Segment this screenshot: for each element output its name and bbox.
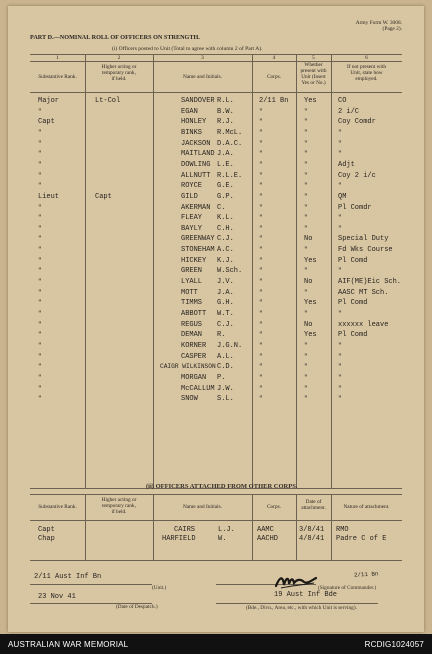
whether-present-cell: Yes	[304, 331, 317, 340]
rank-cell: Lieut	[38, 192, 60, 201]
attached-rank-2: Chap	[38, 535, 55, 543]
commander-signature	[275, 573, 317, 591]
attached-initials-2: W.	[218, 535, 227, 543]
status-cell: Special Duty	[338, 235, 389, 244]
attached-name-2: HARFIELD	[162, 535, 196, 543]
rank-cell: "	[38, 341, 42, 349]
rank-cell: "	[38, 150, 42, 158]
brigade-label: (Bde., Divn., Area, etc., with which Unit is serving).	[246, 605, 357, 611]
initials-cell: G.E.	[217, 182, 234, 191]
corps-cell: "	[259, 373, 263, 381]
signature-label: (Signature of Commander.)	[318, 585, 377, 591]
initials-cell: W.T.	[217, 310, 234, 318]
whether-present-cell: "	[304, 171, 308, 179]
status-cell: AASC MT Sch.	[338, 288, 389, 297]
rank-cell: "	[38, 214, 42, 222]
name-cell: HONLEY	[181, 118, 207, 127]
rank-cell: "	[38, 299, 42, 307]
rank-cell: "	[38, 171, 42, 179]
status-cell: Adjt	[338, 160, 355, 169]
attached-header-nature: Nature of attachment.	[343, 504, 390, 510]
rank-cell: "	[38, 331, 42, 339]
attached-header-corps: Corps.	[267, 504, 281, 510]
whether-present-cell: "	[304, 352, 308, 360]
corps-cell: "	[259, 192, 263, 200]
name-cell: McCALLUM	[181, 384, 215, 393]
whether-present-cell: "	[304, 203, 308, 211]
whether-present-cell: "	[304, 288, 308, 296]
rank-cell: "	[38, 310, 42, 317]
attached-corps-1: AAMC	[257, 526, 274, 534]
corps-cell: "	[259, 320, 263, 328]
rank-cell: Major	[38, 97, 60, 105]
status-cell: 2 i/C	[338, 107, 360, 116]
whether-present-cell: "	[304, 139, 308, 147]
status-cell: "	[338, 182, 342, 190]
whether-present-cell: "	[304, 246, 308, 254]
corps-cell: "	[259, 246, 263, 254]
right-bn-note: 2/11 Bn	[353, 570, 379, 579]
corps-cell: "	[259, 331, 263, 339]
initials-cell: K.L.	[217, 214, 234, 223]
initials-cell: B.W.	[217, 107, 234, 116]
name-cell: ABBOTT	[181, 310, 207, 318]
form-reference	[356, 20, 402, 33]
corps-cell: "	[259, 118, 263, 126]
rank-cell: "	[38, 373, 42, 381]
attached-header-rank: Substantive Rank.	[38, 504, 77, 510]
rank-cell: "	[38, 139, 42, 147]
status-cell: "	[338, 341, 342, 349]
name-cell: CASPER	[181, 352, 207, 361]
status-cell: Coy 2 i/c	[338, 171, 376, 180]
name-cell: TIMMS	[181, 299, 203, 308]
archive-name: AUSTRALIAN WAR MEMORIAL	[8, 640, 129, 649]
initials-cell: R.McL.	[217, 128, 243, 137]
name-cell: EGAN	[181, 107, 198, 116]
whether-present-cell: Yes	[304, 256, 317, 265]
whether-present-cell: "	[304, 267, 308, 275]
rank-cell: "	[38, 288, 42, 296]
rank-cell: "	[38, 267, 42, 275]
corps-cell: "	[259, 128, 263, 136]
corps-cell: "	[259, 139, 263, 147]
attached-header-date: Date of attachment.	[301, 499, 326, 511]
name-cell: DOWLING	[181, 160, 211, 169]
archive-footer	[0, 634, 432, 654]
acting-rank-cell: Capt	[95, 192, 112, 201]
rank-cell: "	[38, 363, 42, 371]
status-cell: Pl Comd	[338, 299, 368, 308]
status-cell: "	[338, 267, 342, 275]
initials-cell: K.J.	[217, 256, 234, 265]
attached-header-acting: Higher acting or temporary rank, if held.	[101, 497, 137, 515]
rank-cell: "	[38, 182, 42, 190]
initials-cell: S.L.	[217, 395, 234, 404]
attached-date-1: 3/8/41	[299, 526, 325, 534]
despatch-label: (Date of Despatch.)	[116, 604, 158, 610]
part-d-subtitle: (i) Officers posted to Unit (Total to agree with column 2 of Part A).	[112, 46, 263, 52]
status-cell: QM	[338, 192, 347, 201]
corps-cell: "	[259, 107, 263, 115]
name-cell: CAIGR WILKINSON	[160, 363, 216, 371]
initials-cell: R.	[217, 331, 226, 340]
unit-name: 2/11 Aust Inf Bn	[34, 573, 102, 581]
initials-cell: C.D.	[217, 363, 234, 372]
whether-present-cell: No	[304, 320, 313, 329]
corps-cell: "	[259, 278, 263, 286]
header-whether-present: Whether present with Unit (Insert Yes or No.)	[300, 62, 327, 86]
attached-name-1: CAIRS	[174, 526, 196, 534]
attached-initials-1: L.J.	[218, 526, 235, 534]
whether-present-cell: "	[304, 160, 308, 168]
whether-present-cell: "	[304, 310, 308, 317]
corps-cell: "	[259, 352, 263, 360]
name-cell: MOTT	[181, 288, 198, 297]
unit-label: (Unit.)	[152, 585, 167, 591]
corps-cell: "	[259, 395, 263, 403]
corps-cell: "	[259, 214, 263, 222]
attached-nature-1: RMO	[336, 526, 349, 534]
status-cell: Fd Wks Course	[338, 246, 393, 255]
corps-cell: "	[259, 224, 263, 232]
acting-rank-cell: Lt-Col	[95, 97, 121, 105]
whether-present-cell: "	[304, 128, 308, 136]
header-corps: Corps.	[267, 74, 281, 80]
name-cell: LYALL	[181, 278, 203, 287]
rank-cell: "	[38, 256, 42, 264]
initials-cell: R.J.	[217, 118, 234, 127]
initials-cell: W.Sch.	[217, 267, 243, 276]
initials-cell: P.	[217, 373, 226, 382]
name-cell: AKERMAN	[181, 203, 211, 212]
attached-date-2: 4/8/41	[299, 535, 325, 543]
status-cell: "	[338, 363, 342, 371]
record-id: RCDIG1024057	[364, 640, 424, 649]
initials-cell: C.H.	[217, 224, 234, 233]
rank-cell: "	[38, 384, 42, 392]
rank-cell: "	[38, 352, 42, 360]
form-number: Army Form W. 3008.	[355, 20, 402, 26]
initials-cell: J.A.	[217, 150, 234, 159]
corps-cell: "	[259, 150, 263, 158]
corps-cell: "	[259, 182, 263, 190]
initials-cell: C.	[217, 203, 226, 212]
initials-cell: G.H.	[217, 299, 234, 308]
status-cell: xxxxxx leave	[338, 320, 389, 329]
name-cell: DEMAN	[181, 331, 203, 340]
corps-cell: "	[259, 363, 263, 371]
header-name: Name and Initials.	[183, 74, 222, 80]
status-cell: CO	[338, 97, 347, 105]
whether-present-cell: "	[304, 214, 308, 222]
initials-cell: J.G.N.	[217, 341, 243, 350]
whether-present-cell: "	[304, 373, 308, 381]
status-cell: AIF(ME)Eic Sch.	[338, 278, 402, 287]
attached-nature-2: Padre C of E	[336, 535, 387, 543]
status-cell: "	[338, 139, 342, 147]
status-cell: "	[338, 224, 342, 232]
rank-cell: "	[38, 278, 42, 286]
name-cell: GREEN	[181, 267, 203, 276]
initials-cell: J.A.	[217, 288, 234, 297]
rank-cell: "	[38, 246, 42, 254]
status-cell: "	[338, 150, 342, 158]
rank-cell: "	[38, 235, 42, 243]
despatch-date: 23 Nov 41	[38, 593, 76, 601]
rank-cell: "	[38, 160, 42, 168]
whether-present-cell: "	[304, 341, 308, 349]
column-number-4: 4	[272, 55, 276, 61]
rank-cell: "	[38, 128, 42, 136]
part-ii-title: (ii) OFFICERS ATTACHED FROM OTHER CORPS.	[146, 483, 298, 490]
whether-present-cell: Yes	[304, 97, 317, 105]
page-number: (Page 2).	[382, 26, 402, 33]
whether-present-cell: "	[304, 395, 308, 403]
initials-cell: R.L.E.	[217, 171, 243, 180]
attached-header-name: Name and Initials.	[183, 504, 222, 510]
header-rank: Substantive Rank.	[38, 74, 77, 80]
initials-cell: G.P.	[217, 192, 234, 201]
name-cell: KORNER	[181, 341, 207, 350]
part-d-title: PART D.—NOMINAL ROLL OF OFFICERS ON STRENGTH.	[30, 34, 200, 41]
whether-present-cell: "	[304, 384, 308, 392]
initials-cell: C.J.	[217, 235, 234, 244]
whether-present-cell: No	[304, 235, 313, 244]
name-cell: SNOW	[181, 395, 198, 404]
rank-cell: "	[38, 107, 42, 115]
name-cell: JACKSON	[181, 139, 211, 148]
status-cell: "	[338, 384, 342, 392]
name-cell: ROYCE	[181, 182, 203, 191]
name-cell: ALLNUTT	[181, 171, 211, 180]
rank-cell: "	[38, 224, 42, 232]
rank-cell: Capt	[38, 118, 55, 127]
corps-cell: "	[259, 384, 263, 392]
name-cell: MORGAN	[181, 373, 207, 382]
name-cell: FLEAY	[181, 214, 203, 223]
rank-cell: "	[38, 320, 42, 328]
column-number-3: 3	[201, 55, 204, 61]
corps-cell: "	[259, 341, 263, 349]
status-cell: "	[338, 373, 342, 381]
name-cell: STONEHAM	[181, 246, 215, 255]
whether-present-cell: Yes	[304, 299, 317, 308]
status-cell: Pl Comdr	[338, 203, 372, 212]
status-cell: "	[338, 352, 342, 360]
corps-cell: "	[259, 288, 263, 296]
initials-cell: J.V.	[217, 278, 234, 287]
name-cell: MAITLAND	[181, 150, 215, 159]
name-cell: BAYLY	[181, 224, 203, 233]
name-cell: GILD	[181, 192, 198, 201]
status-cell: Coy Comdr	[338, 118, 376, 127]
rank-cell: "	[38, 395, 42, 403]
column-number-2: 2	[117, 55, 121, 61]
corps-cell: "	[259, 256, 263, 264]
corps-cell: "	[259, 235, 263, 243]
whether-present-cell: "	[304, 192, 308, 200]
initials-cell: A.L.	[217, 352, 234, 361]
status-cell: "	[338, 128, 342, 136]
corps-cell: "	[259, 171, 263, 179]
name-cell: SANDOVER	[181, 97, 215, 105]
corps-cell: 2/11 Bn	[259, 97, 289, 105]
name-cell: GREENWAY	[181, 235, 215, 244]
name-cell: BINKS	[181, 128, 203, 137]
initials-cell: D.A.C.	[217, 139, 243, 148]
attached-corps-2: AACHD	[257, 535, 279, 543]
status-cell: Pl Comd	[338, 331, 368, 340]
brigade-name: 19 Aust Inf Bde	[274, 591, 338, 599]
whether-present-cell: No	[304, 278, 313, 287]
attached-rank-1: Capt	[38, 526, 55, 534]
status-cell: "	[338, 214, 342, 222]
initials-cell: R.L.	[217, 97, 234, 105]
column-number-1: 1	[56, 55, 59, 61]
whether-present-cell: "	[304, 224, 308, 232]
initials-cell: A.C.	[217, 246, 234, 255]
name-cell: REGUS	[181, 320, 203, 329]
initials-cell: C.J.	[217, 320, 234, 329]
corps-cell: "	[259, 203, 263, 211]
whether-present-cell: "	[304, 107, 308, 115]
initials-cell: J.W.	[217, 384, 234, 393]
whether-present-cell: "	[304, 118, 308, 126]
corps-cell: "	[259, 160, 263, 168]
corps-cell: "	[259, 299, 263, 307]
whether-present-cell: "	[304, 150, 308, 158]
status-cell: Pl Comd	[338, 256, 368, 265]
header-status: If not present with Unit, state how employed.	[347, 64, 386, 82]
header-acting-rank: Higher acting or temporary rank, if held.	[101, 64, 137, 82]
corps-cell: "	[259, 267, 263, 275]
status-cell: "	[338, 395, 342, 403]
corps-cell: "	[259, 310, 263, 317]
whether-present-cell: "	[304, 182, 308, 190]
name-cell: HICKEY	[181, 256, 207, 265]
status-cell: "	[338, 310, 342, 317]
initials-cell: L.E.	[217, 160, 234, 169]
whether-present-cell: "	[304, 363, 308, 371]
rank-cell: "	[38, 203, 42, 211]
column-number-5: 5	[312, 55, 315, 61]
column-number-6: 6	[365, 55, 368, 61]
